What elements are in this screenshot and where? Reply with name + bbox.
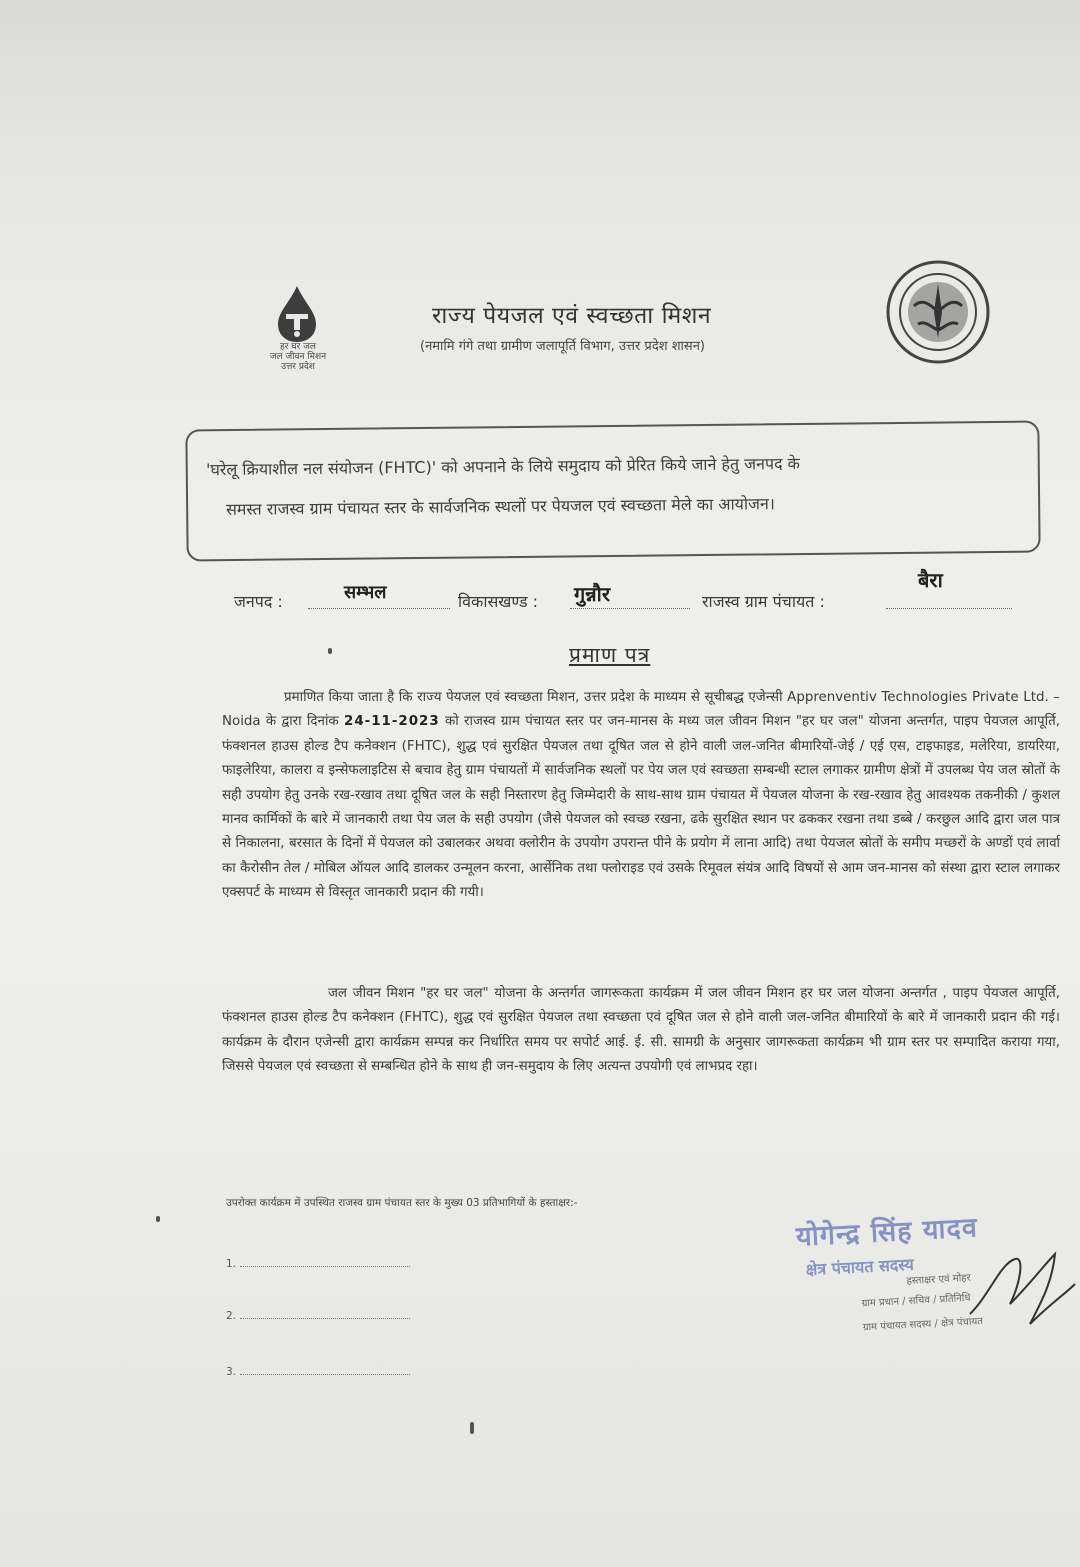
logo-caption-line: जल जीवन मिशन [269, 352, 327, 362]
event-title-line-1: 'घरेलू क्रियाशील नल संयोजन (FHTC)' को अपनाने के लिये समुदाय को प्रेरित किये जाने हेतु जनपद के [205, 453, 800, 480]
block-value: गुन्नौर [574, 582, 611, 606]
panchayat-label: राजस्व ग्राम पंचायत : [702, 592, 825, 611]
stray-mark [328, 648, 332, 654]
location-fields [234, 568, 1034, 622]
participant-signature-row [226, 1310, 410, 1322]
stamp-line: ग्राम पंचायत सदस्य / क्षेत्र पंचायत [862, 1316, 984, 1334]
attendance-note: उपरोक्त कार्यक्रम में उपस्थित राजस्व ग्राम पंचायत स्तर के मुख्य 03 प्रतिभागियों के हस्ताक्षर:- [226, 1197, 578, 1209]
paragraph-1-part-b: को राजस्व ग्राम पंचायत स्तर पर जन-मानस के मध्य जल जीवन मिशन "हर घर जल" योजना अन्तर्गत, पाइप पेयजल आपूर्ति, फंक्शनल हाउस होल्ड टैप कनेक्शन (FHTC), शुद्ध एवं सुरक्षित पेयजल तथा दूषित जल से होने वाली जल-जनित बीमारियों-जेई / एई एस, टाइफाइड, मलेरिया, डायरिया, फाइलेरिया, कालरा व इन्सेफलाइटिस से बचाव हेतु ग्राम पंचायतों में सार्वजनिक स्थलों पर पेय जल एवं स्वच्छता सम्बन्धी स्टाल लगाकर ग्रामीण क्षेत्रों में उपलब्ध पेय जल स्रोतों के सही उपयोग हेतु उनके रख-रखाव तथा दूषित जल के सही निस्तारण हेतु जिम्मेदारी के साथ-साथ ग्राम पंचायत में पेयजल योजना के रख-रखाव हेतु आवश्यक तकनीकी / कुशल मानव कार्मिकों के बारे में जानकारी तथा पेय जल के सही उपयोग (जैसे पेयजल को स्वच्छ रखना, ढके सुरक्षित स्थान पर ढककर रखना तथा डब्बे / करछुल आदि द्वारा जल पात्र से निकालना, बरसात के दिनों में पेयजल को उबालकर अथवा क्लोरीन के उपयोग उपरान्त पीने के प्रयोग में लाना आदि) तथा पेयजल स्रोतों के समीप मच्छरों के अण्डों एवं लार्वा का कैरोसीन तेल / मोबिल ऑयल आदि डालकर उन्मूलन करना, आर्सेनिक तथा फ्लोराइड एवं उसके रिमूवल संयंत्र आदि विषयों से आम जन-मानस को संस्था द्वारा स्टाल लगाकर एक्सपर्ट के माध्यम से विस्तृत जानकारी प्रदान की गयी। [222, 714, 1060, 901]
logo-caption-line: हर घर जल [280, 342, 316, 352]
logo-caption-line: उत्तर प्रदेश [281, 362, 315, 372]
har-ghar-jal-logo [248, 282, 348, 382]
block-label: विकासखण्ड : [458, 592, 539, 611]
water-drop-icon [272, 284, 322, 344]
signature-line[interactable] [240, 1318, 410, 1319]
mission-title: राज्य पेयजल एवं स्वच्छता मिशन [432, 303, 712, 329]
event-title-box [185, 421, 1040, 562]
stamp-line: ग्राम प्रधान / सचिव / प्रतिनिधि [861, 1292, 971, 1310]
district-label: जनपद : [234, 592, 283, 611]
signature-line[interactable] [240, 1266, 410, 1267]
row-number: 1. [226, 1258, 237, 1270]
stray-mark [156, 1216, 160, 1222]
certificate-heading: प्रमाण पत्र [569, 643, 651, 667]
signature-line[interactable] [240, 1374, 410, 1375]
certificate-paragraph-1 [222, 686, 1060, 906]
participant-signature-row [226, 1258, 410, 1270]
participant-signature-row [226, 1366, 410, 1378]
certificate-paragraph-2: जल जीवन मिशन "हर घर जल" योजना के अन्तर्गत जागरूकता कार्यक्रम में जल जीवन मिशन हर घर जल योजना अन्तर्गत , पाइप पेयजल आपूर्ति, फंक्शनल हाउस होल्ड टैप कनेक्शन (FHTC), शुद्ध एवं सुरक्षित पेयजल तथा स्वच्छता एवं दूषित जल से होने वाली जल-जनित बीमारियों के बारे में जानकारी प्रदान की गई। कार्यक्रम के दौरान एजेन्सी द्वारा कार्यक्रम सम्पन्न कर निर्धारित समय पर सपोर्ट आई. ई. सी. सामग्री के अनुसार जागरूकता कार्यक्रम भी ग्राम स्तर पर सम्पादित कराया गया, जिससे पेयजल एवं स्वच्छता से सम्बन्धित होने के साथ ही जन-समुदाय के लिए अत्यन्त उपयोगी एवं लाभप्रद रहा। [222, 986, 1060, 1075]
stamp-designation: क्षेत्र पंचायत सदस्य [805, 1254, 915, 1280]
stamp-line: हस्ताक्षर एवं मोहर [906, 1272, 971, 1288]
panchayat-field[interactable] [886, 590, 1012, 609]
stray-mark [470, 1422, 474, 1434]
event-title-line-2: समस्त राजस्व ग्राम पंचायत स्तर के सार्वजनिक स्थलों पर पेयजल एवं स्वच्छता मेले का आयोजन। [225, 494, 775, 519]
up-government-emblem [884, 258, 992, 366]
event-date: 24-11-2023 [344, 714, 440, 730]
district-value: सम्भल [344, 582, 387, 603]
handwritten-signature [960, 1244, 1080, 1334]
row-number: 2. [226, 1310, 237, 1322]
paragraph-1-part-a: प्रमाणित किया जाता है कि राज्य पेयजल एवं स्वच्छता मिशन, उत्तर प्रदेश के माध्यम से सूचीबद्ध एजेन्सी Apprenventiv Technologies Private Ltd. – Noida के द्वारा दिनांक [222, 690, 1060, 730]
mission-subtitle: (नमामि गंगे तथा ग्रामीण जलापूर्ति विभाग, उत्तर प्रदेश शासन) [420, 339, 705, 354]
stamp-name: योगेन्द्र सिंह यादव [795, 1212, 979, 1253]
row-number: 3. [226, 1366, 237, 1378]
panchayat-value: बैरा [918, 568, 943, 592]
